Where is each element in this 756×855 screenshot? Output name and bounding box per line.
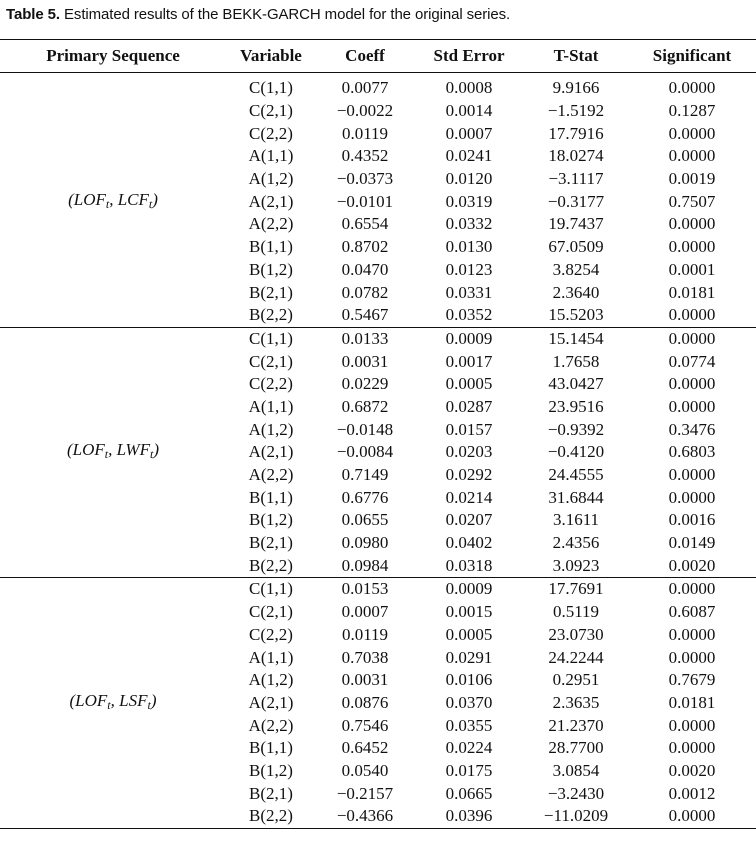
cell-std-error: 0.0665 [445, 783, 493, 803]
cell-t-stat: −0.3177 [547, 191, 605, 211]
cell-variable: A(1,2) [248, 169, 294, 189]
header-variable: Variable [240, 46, 302, 65]
cell-variable: B(2,2) [249, 555, 293, 575]
table-row [0, 327, 756, 350]
cell-significant: 0.0000 [668, 328, 716, 348]
cell-variable: C(2,1) [249, 602, 293, 622]
cell-significant: 0.0181 [668, 692, 716, 712]
cell-significant: 0.0000 [668, 465, 716, 485]
cell-significant: 0.0020 [668, 555, 716, 575]
primary-sequence-cell [0, 327, 226, 578]
cell-t-stat: −3.1117 [548, 169, 604, 189]
cell-variable: C(2,1) [249, 101, 293, 121]
cell-coeff: 0.6872 [341, 396, 389, 416]
table-row [0, 73, 756, 100]
cell-variable: B(1,1) [249, 487, 293, 507]
header-significant: Significant [652, 46, 732, 65]
sequence-part-sub2: t [149, 447, 154, 462]
cell-t-stat: 17.7691 [548, 579, 604, 599]
cell-std-error: 0.0370 [445, 692, 493, 712]
cell-coeff: 0.6452 [341, 738, 389, 758]
cell-significant: 0.0016 [668, 510, 716, 530]
cell-t-stat: 28.7700 [548, 738, 604, 758]
cell-significant: 0.0000 [668, 305, 716, 325]
cell-variable: A(1,2) [248, 670, 294, 690]
cell-std-error: 0.0005 [445, 374, 493, 394]
cell-coeff: 0.0876 [341, 692, 389, 712]
cell-std-error: 0.0241 [445, 146, 493, 166]
header-std-error: Std Error [433, 46, 505, 65]
table-caption [6, 6, 510, 23]
cell-std-error: 0.0287 [445, 396, 493, 416]
cell-significant: 0.0000 [668, 237, 716, 257]
cell-significant: 0.0019 [668, 169, 716, 189]
cell-std-error: 0.0157 [445, 419, 493, 439]
cell-significant: 0.3476 [668, 419, 716, 439]
cell-t-stat: 31.6844 [548, 487, 604, 507]
cell-significant: 0.0000 [668, 123, 716, 143]
cell-coeff: 0.6776 [341, 487, 389, 507]
cell-significant: 0.0000 [668, 579, 716, 599]
cell-t-stat: 2.4356 [552, 533, 600, 553]
cell-coeff: 0.7038 [341, 647, 389, 667]
cell-std-error: 0.0355 [445, 715, 493, 735]
cell-significant: 0.0000 [668, 806, 716, 826]
cell-std-error: 0.0008 [445, 78, 493, 98]
cell-variable: B(2,1) [249, 783, 293, 803]
header-t-stat: T-Stat [553, 46, 599, 65]
table-caption-label: Table 5. [6, 6, 60, 23]
table-group [0, 73, 756, 328]
cell-variable: A(1,2) [248, 419, 294, 439]
cell-significant: 0.0000 [668, 738, 716, 758]
cell-significant: 0.0149 [668, 533, 716, 553]
cell-std-error: 0.0224 [445, 738, 493, 758]
table-group [0, 578, 756, 829]
cell-coeff: 0.0540 [341, 760, 389, 780]
cell-std-error: 0.0292 [445, 465, 493, 485]
cell-coeff: −0.0148 [336, 419, 394, 439]
cell-coeff: 0.0031 [341, 351, 389, 371]
cell-coeff: −0.0022 [336, 101, 394, 121]
table-group [0, 327, 756, 578]
cell-t-stat: 17.7916 [548, 123, 604, 143]
cell-coeff: 0.0031 [341, 670, 389, 690]
cell-variable: A(2,2) [248, 214, 294, 234]
cell-t-stat: 2.3635 [552, 692, 600, 712]
sequence-part-sep: , [110, 690, 120, 710]
cell-coeff: 0.0984 [341, 555, 389, 575]
cell-std-error: 0.0017 [445, 351, 493, 371]
cell-significant: 0.0000 [668, 647, 716, 667]
sequence-part-second: LWF [116, 440, 150, 460]
cell-std-error: 0.0207 [445, 510, 493, 530]
sequence-part-second: LCF [117, 189, 149, 209]
cell-std-error: 0.0203 [445, 442, 493, 462]
cell-t-stat: 18.0274 [548, 146, 604, 166]
sequence-part-second: LSF [119, 690, 148, 710]
sequence-part-close: ) [152, 189, 158, 209]
header-coeff: Coeff [345, 46, 385, 65]
cell-coeff: −0.0373 [336, 169, 394, 189]
sequence-part-sep: , [108, 440, 117, 460]
cell-coeff: −0.2157 [336, 783, 394, 803]
results-table [0, 39, 756, 829]
cell-variable: B(1,1) [249, 738, 293, 758]
cell-std-error: 0.0175 [445, 760, 493, 780]
cell-significant: 0.0012 [668, 783, 716, 803]
cell-t-stat: 24.4555 [548, 465, 604, 485]
cell-coeff: 0.6554 [341, 214, 389, 234]
cell-variable: A(1,1) [248, 396, 294, 416]
cell-variable: B(2,1) [249, 282, 293, 302]
cell-coeff: 0.0007 [341, 602, 389, 622]
cell-std-error: 0.0352 [445, 305, 493, 325]
cell-significant: 0.0000 [668, 78, 716, 98]
cell-variable: C(1,1) [249, 78, 293, 98]
cell-significant: 0.0020 [668, 760, 716, 780]
cell-t-stat: −0.4120 [547, 442, 605, 462]
cell-variable: B(1,1) [249, 237, 293, 257]
cell-t-stat: 1.7658 [552, 351, 600, 371]
sequence-part-open: (LOF [69, 690, 108, 710]
cell-significant: 0.0000 [668, 214, 716, 234]
cell-coeff: 0.4352 [341, 146, 389, 166]
cell-t-stat: 23.9516 [548, 396, 604, 416]
primary-sequence-cell [0, 73, 226, 328]
cell-t-stat: −0.9392 [547, 419, 605, 439]
cell-coeff: 0.0119 [341, 624, 389, 644]
cell-std-error: 0.0005 [445, 624, 493, 644]
cell-variable: A(2,1) [248, 191, 294, 211]
cell-t-stat: 0.2951 [552, 670, 600, 690]
cell-std-error: 0.0123 [445, 259, 493, 279]
cell-coeff: 0.7546 [341, 715, 389, 735]
cell-significant: 0.0774 [668, 351, 716, 371]
cell-t-stat: 0.5119 [552, 602, 600, 622]
cell-t-stat: 24.2244 [548, 647, 604, 667]
cell-coeff: −0.0084 [336, 442, 394, 462]
cell-coeff: 0.0119 [341, 123, 389, 143]
cell-significant: 0.0001 [668, 259, 716, 279]
cell-coeff: 0.8702 [341, 237, 389, 257]
sequence-part-sub: t [104, 447, 109, 462]
cell-t-stat: 15.5203 [548, 305, 604, 325]
header-primary-sequence: Primary Sequence [46, 46, 180, 65]
cell-significant: 0.0000 [668, 715, 716, 735]
cell-coeff: 0.7149 [341, 465, 389, 485]
cell-variable: A(1,1) [248, 146, 294, 166]
cell-std-error: 0.0402 [445, 533, 493, 553]
cell-t-stat: 21.2370 [548, 715, 604, 735]
cell-variable: A(1,1) [248, 647, 294, 667]
cell-std-error: 0.0007 [445, 123, 493, 143]
primary-sequence-cell [0, 578, 226, 829]
cell-std-error: 0.0120 [445, 169, 493, 189]
cell-significant: 0.1287 [668, 101, 716, 121]
sequence-part-sub2: t [147, 697, 151, 712]
cell-coeff: −0.4366 [336, 806, 394, 826]
cell-variable: C(1,1) [249, 328, 293, 348]
cell-variable: C(2,2) [249, 374, 293, 394]
cell-std-error: 0.0130 [445, 237, 493, 257]
cell-significant: 0.0181 [668, 282, 716, 302]
cell-significant: 0.6087 [668, 602, 716, 622]
cell-variable: C(1,1) [249, 579, 293, 599]
sequence-part-open: (LOF [68, 189, 106, 209]
cell-coeff: 0.0782 [341, 282, 389, 302]
cell-std-error: 0.0331 [445, 282, 493, 302]
cell-variable: A(2,2) [248, 465, 294, 485]
cell-t-stat: −3.2430 [547, 783, 605, 803]
sequence-part-close: ) [153, 440, 159, 460]
cell-t-stat: 23.0730 [548, 624, 604, 644]
cell-significant: 0.0000 [668, 146, 716, 166]
cell-std-error: 0.0332 [445, 214, 493, 234]
cell-std-error: 0.0009 [445, 579, 493, 599]
cell-std-error: 0.0396 [445, 806, 493, 826]
sequence-part-open: (LOF [66, 440, 105, 460]
cell-coeff: 0.0077 [341, 78, 389, 98]
cell-significant: 0.6803 [668, 442, 716, 462]
cell-significant: 0.0000 [668, 624, 716, 644]
cell-t-stat: 3.0854 [552, 760, 600, 780]
cell-variable: B(1,2) [249, 510, 293, 530]
cell-std-error: 0.0291 [445, 647, 493, 667]
cell-variable: A(2,1) [248, 692, 294, 712]
cell-t-stat: −1.5192 [547, 101, 605, 121]
cell-significant: 0.7507 [668, 191, 716, 211]
cell-variable: C(2,2) [249, 123, 293, 143]
cell-variable: A(2,2) [248, 715, 294, 735]
sequence-part-close: ) [150, 690, 157, 710]
cell-t-stat: 15.1454 [548, 328, 604, 348]
table-header [0, 40, 756, 73]
header-row [0, 40, 756, 73]
cell-variable: B(1,2) [249, 259, 293, 279]
cell-std-error: 0.0009 [445, 328, 493, 348]
cell-t-stat: 3.0923 [552, 555, 600, 575]
cell-significant: 0.7679 [668, 670, 716, 690]
cell-significant: 0.0000 [668, 396, 716, 416]
cell-coeff: 0.0133 [341, 328, 389, 348]
cell-variable: B(1,2) [249, 760, 293, 780]
cell-std-error: 0.0106 [445, 670, 493, 690]
cell-coeff: −0.0101 [336, 191, 394, 211]
cell-t-stat: 2.3640 [552, 282, 600, 302]
cell-coeff: 0.0655 [341, 510, 389, 530]
cell-t-stat: 67.0509 [548, 237, 604, 257]
cell-coeff: 0.0153 [341, 579, 389, 599]
cell-std-error: 0.0014 [445, 101, 493, 121]
cell-significant: 0.0000 [668, 487, 716, 507]
cell-t-stat: 43.0427 [548, 374, 604, 394]
cell-coeff: 0.0470 [341, 259, 389, 279]
cell-t-stat: 3.8254 [552, 259, 600, 279]
cell-t-stat: 3.1611 [552, 510, 600, 530]
table-row [0, 578, 756, 601]
cell-variable: C(2,2) [249, 624, 293, 644]
cell-t-stat: −11.0209 [543, 806, 609, 826]
cell-variable: B(2,2) [249, 305, 293, 325]
cell-std-error: 0.0214 [445, 487, 493, 507]
cell-coeff: 0.5467 [341, 305, 389, 325]
cell-variable: A(2,1) [248, 442, 294, 462]
cell-coeff: 0.0980 [341, 533, 389, 553]
cell-std-error: 0.0318 [445, 555, 493, 575]
cell-significant: 0.0000 [668, 374, 716, 394]
sequence-part-sub: t [105, 196, 110, 211]
table-caption-text: Estimated results of the BEKK-GARCH model for the original series. [59, 6, 511, 23]
cell-variable: C(2,1) [249, 351, 293, 371]
cell-variable: B(2,1) [249, 533, 293, 553]
cell-variable: B(2,2) [249, 806, 293, 826]
sequence-part-sep: , [109, 189, 118, 209]
cell-std-error: 0.0319 [445, 191, 493, 211]
cell-std-error: 0.0015 [445, 602, 493, 622]
cell-t-stat: 19.7437 [548, 214, 604, 234]
sequence-part-sub2: t [148, 196, 153, 211]
cell-coeff: 0.0229 [341, 374, 389, 394]
cell-t-stat: 9.9166 [552, 78, 600, 98]
sequence-part-sub: t [107, 697, 111, 712]
